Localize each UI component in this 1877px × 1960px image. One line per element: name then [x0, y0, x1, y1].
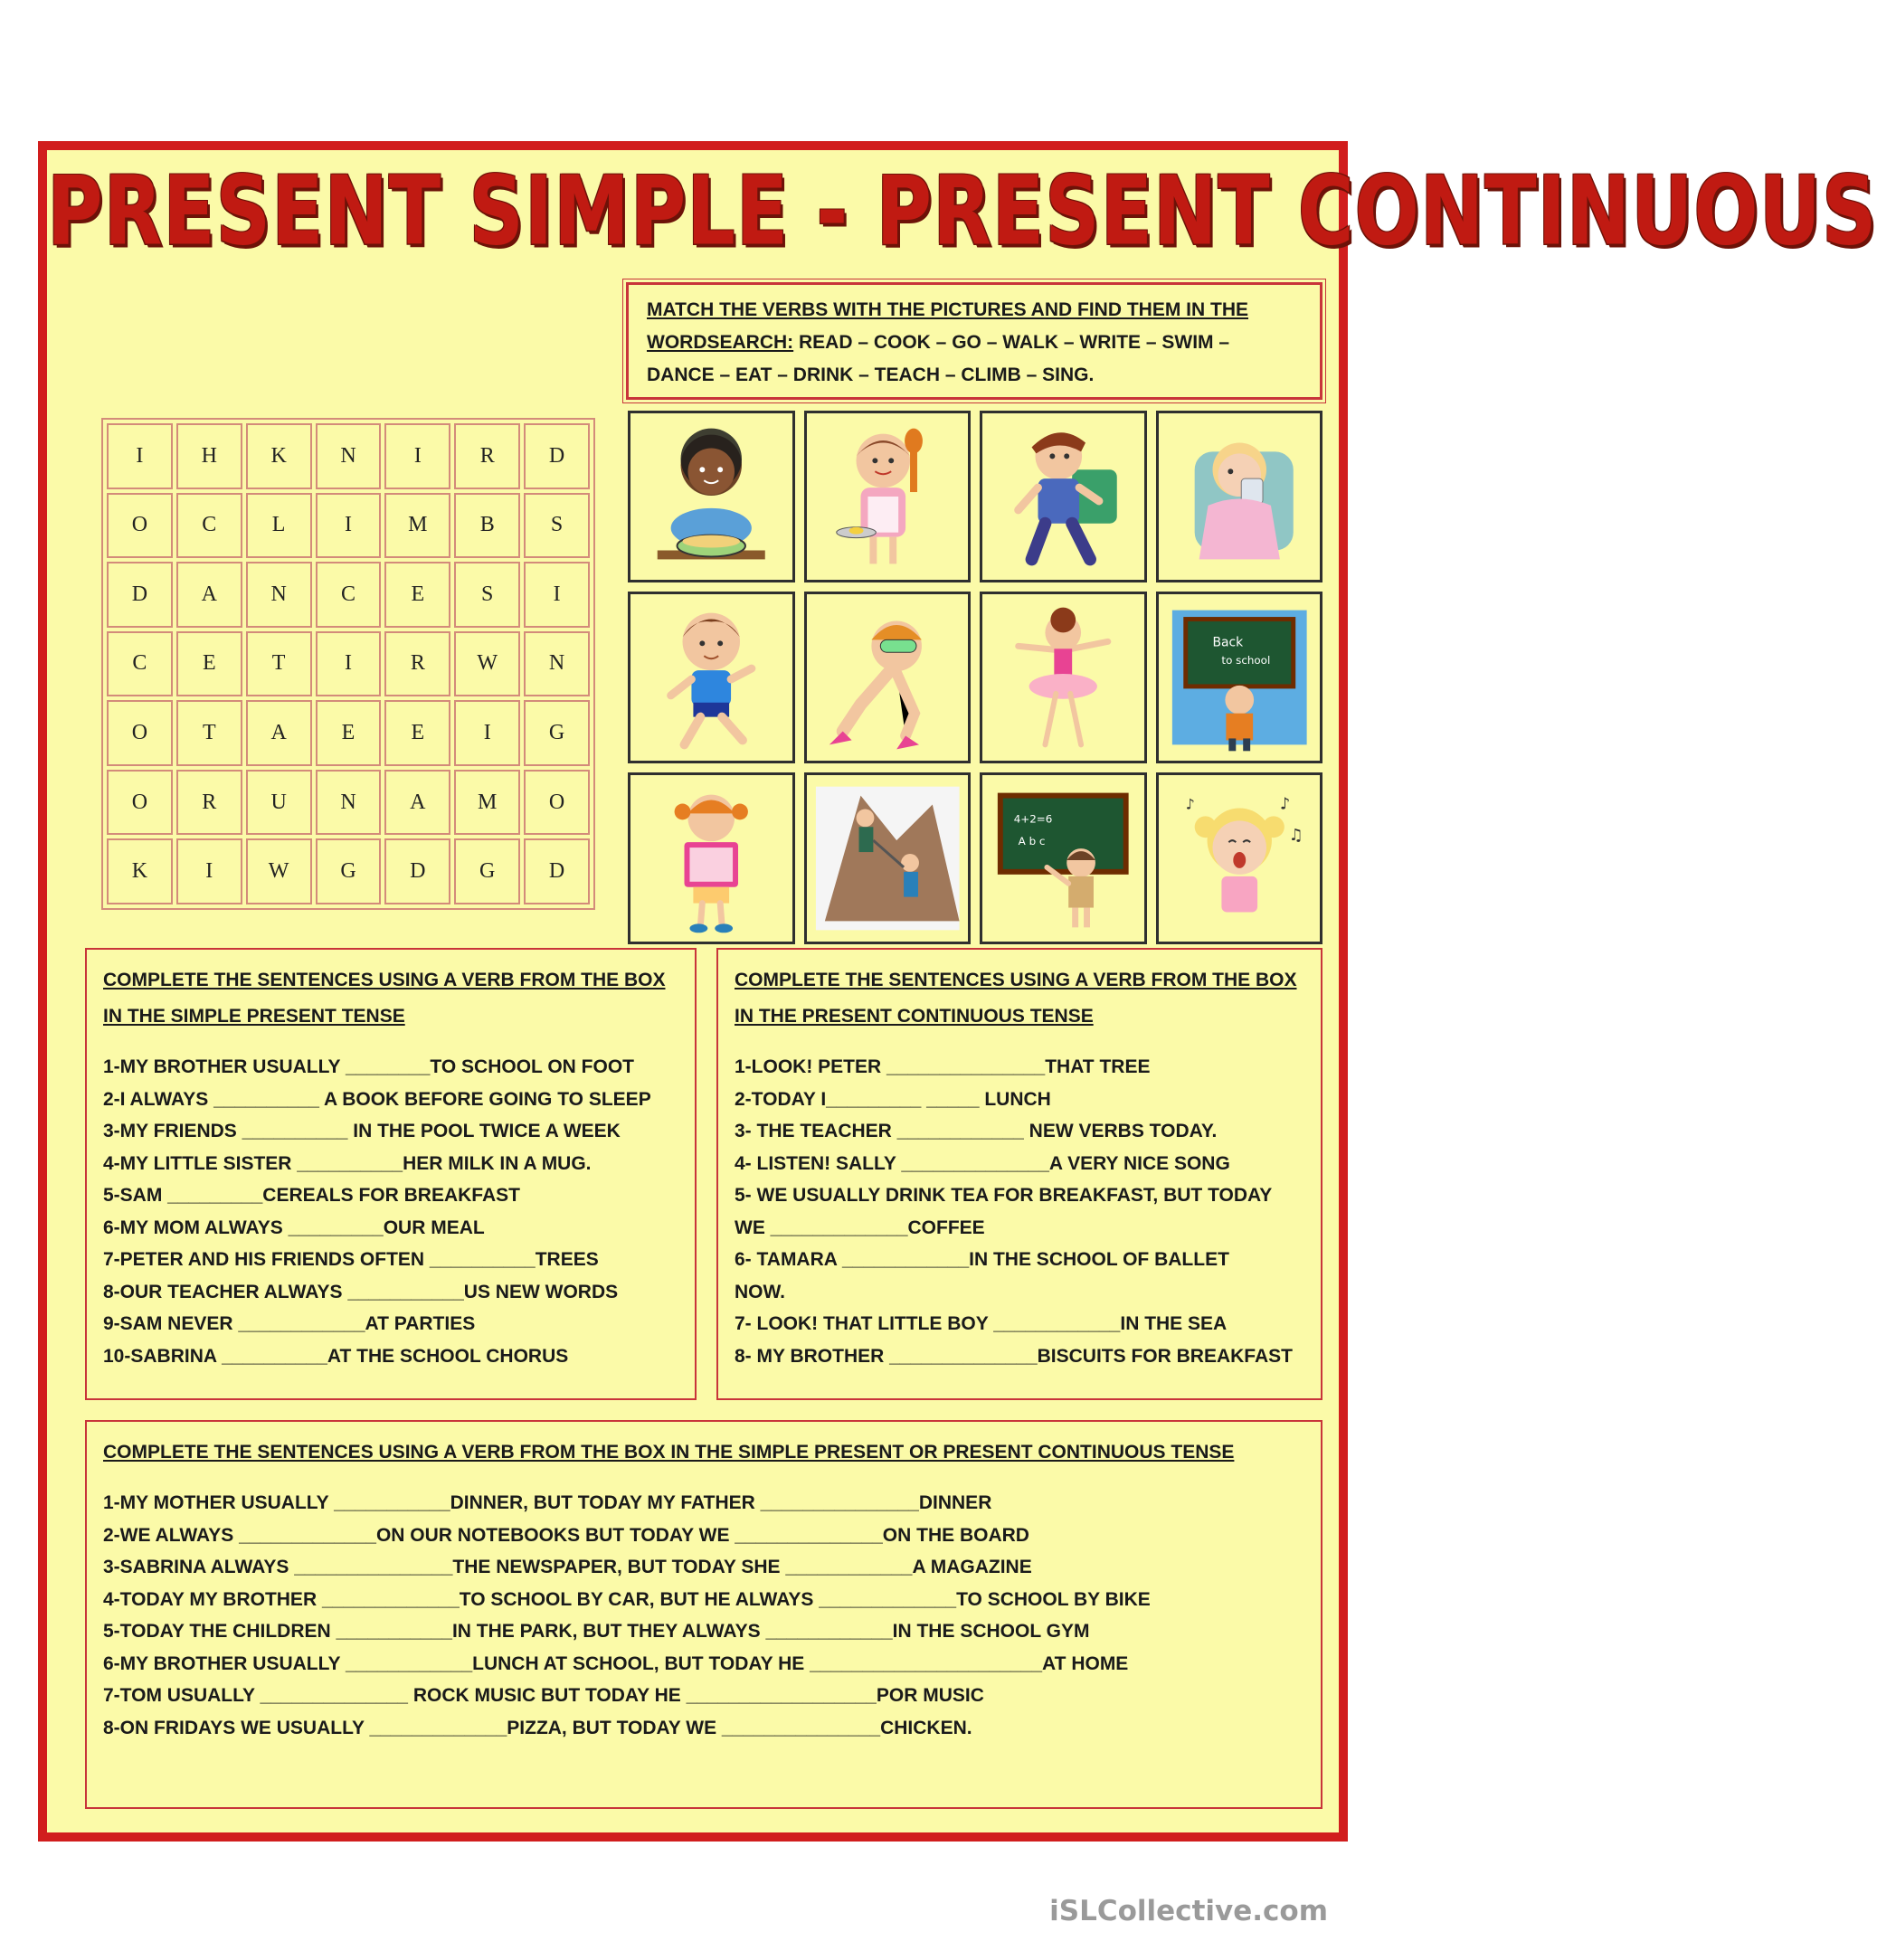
wordsearch-cell: I: [384, 423, 450, 489]
exercise-sentence: 7- LOOK! THAT LITTLE BOY ____________IN THE SEA: [735, 1313, 1228, 1334]
wordsearch-cell: O: [107, 493, 173, 559]
svg-text:♫: ♫: [1288, 826, 1303, 846]
exercise-heading: COMPLETE THE SENTENCES USING A VERB FROM THE BOX IN THE PRESENT CONTINUOUS TENSE: [735, 970, 1297, 1027]
wordsearch-cell: O: [524, 770, 590, 836]
wordsearch-cell: R: [176, 770, 242, 836]
wordsearch-cell: O: [107, 700, 173, 766]
exercise-sentence: 4-TODAY MY BROTHER _____________TO SCHOOL BY CAR, BUT HE ALWAYS _____________TO SCHOOL BY BIKE: [103, 1588, 1151, 1610]
exercise-sentence: 4-MY LITTLE SISTER __________HER MILK IN A MUG.: [103, 1152, 592, 1174]
svg-text:♪: ♪: [1185, 795, 1195, 813]
wordsearch-cell: D: [524, 838, 590, 904]
wordsearch-cell: W: [454, 631, 520, 697]
exercise-sentence: WE _____________COFFEE: [735, 1217, 985, 1238]
exercise-sentence: 5-SAM _________CEREALS FOR BREAKFAST: [103, 1185, 520, 1206]
wordsearch-cell: E: [176, 631, 242, 697]
exercise-list: [103, 1051, 678, 1372]
exercise-sentence: 6- TAMARA ____________IN THE SCHOOL OF BALLET: [735, 1249, 1229, 1270]
wordsearch-cell: A: [246, 700, 312, 766]
wordsearch-cell: H: [176, 423, 242, 489]
wordsearch-cell: B: [454, 493, 520, 559]
watermark: iSLCollective.com: [1049, 1895, 1328, 1927]
exercise-heading: COMPLETE THE SENTENCES USING A VERB FROM THE BOX IN THE SIMPLE PRESENT OR PRESENT CONTINUOUS TENSE: [103, 1442, 1235, 1463]
wordsearch-cell: N: [246, 562, 312, 628]
picture-sing: [1156, 772, 1323, 944]
wordsearch-cell: N: [316, 770, 382, 836]
verb-list: READ – COOK – GO – WALK – WRITE – SWIM – DANCE – EAT – DRINK – TEACH – CLIMB – SING.: [647, 332, 1230, 385]
exercise-sentence: 2-I ALWAYS __________ A BOOK BEFORE GOING TO SLEEP: [103, 1088, 651, 1110]
exercise-list: [103, 1487, 1304, 1744]
wordsearch-cell: I: [316, 631, 382, 697]
wordsearch-cell: D: [107, 562, 173, 628]
wordsearch-cell: I: [176, 838, 242, 904]
picture-teach: [980, 772, 1147, 944]
picture-drink: [1156, 411, 1323, 582]
exercise-sentence: 3-MY FRIENDS __________ IN THE POOL TWICE A WEEK: [103, 1121, 621, 1141]
wordsearch-cell: A: [384, 770, 450, 836]
exercise-sentence: 2-TODAY I_________ _____ LUNCH: [735, 1088, 1051, 1110]
wordsearch-cell: O: [107, 770, 173, 836]
exercise-sentence: 8-OUR TEACHER ALWAYS ___________US NEW WORDS: [103, 1281, 619, 1302]
wordsearch-cell: C: [107, 631, 173, 697]
picture-swim: [804, 592, 972, 763]
svg-text:♪: ♪: [1279, 794, 1290, 814]
exercise-sentence: 5- WE USUALLY DRINK TEA FOR BREAKFAST, BUT TODAY: [735, 1185, 1273, 1206]
wordsearch-cell: N: [524, 631, 590, 697]
exercise-sentence: 1-MY BROTHER USUALLY ________TO SCHOOL ON FOOT: [103, 1056, 634, 1077]
worksheet-frame: [38, 141, 1877, 1842]
picture-write: [1156, 592, 1323, 763]
exercise-sentence: 2-WE ALWAYS _____________ON OUR NOTEBOOKS BUT TODAY WE ______________ON THE BOARD: [103, 1524, 1029, 1546]
match-instructions: [626, 282, 1322, 400]
exercise-sentence: 3-SABRINA ALWAYS _______________THE NEWSPAPER, BUT TODAY SHE ____________A MAGAZINE: [103, 1557, 1032, 1577]
picture-eat: [628, 411, 795, 582]
wordsearch-cell: E: [384, 562, 450, 628]
exercise-mixed-tenses: [85, 1420, 1322, 1809]
exercise-list: [735, 1051, 1304, 1372]
wordsearch-cell: I: [107, 423, 173, 489]
wordsearch-grid: [101, 418, 595, 910]
wordsearch-cell: U: [246, 770, 312, 836]
exercise-sentence: 9-SAM NEVER ____________AT PARTIES: [103, 1313, 476, 1334]
wordsearch-cell: M: [454, 770, 520, 836]
wordsearch-cell: C: [176, 493, 242, 559]
wordsearch-cell: G: [454, 838, 520, 904]
picture-cook: [804, 411, 972, 582]
page-title: PRESENT SIMPLE - PRESENT CONTINUOUS: [47, 156, 1877, 267]
wordsearch-cell: T: [246, 631, 312, 697]
wordsearch-cell: R: [384, 631, 450, 697]
picture-climb: [804, 772, 972, 944]
wordsearch-cell: C: [316, 562, 382, 628]
wordsearch-cell: I: [316, 493, 382, 559]
exercise-sentence: 3- THE TEACHER ____________ NEW VERBS TODAY.: [735, 1121, 1218, 1141]
svg-text:Back: Back: [1212, 635, 1243, 650]
exercise-sentence: 10-SABRINA __________AT THE SCHOOL CHORUS: [103, 1345, 569, 1367]
wordsearch-cell: S: [454, 562, 520, 628]
exercise-sentence: 1-LOOK! PETER _______________THAT TREE: [735, 1056, 1151, 1077]
wordsearch-cell: E: [316, 700, 382, 766]
exercise-sentence: 1-MY MOTHER USUALLY ___________DINNER, BUT TODAY MY FATHER _______________DINNER: [103, 1492, 992, 1513]
wordsearch-cell: E: [384, 700, 450, 766]
match-instruction-text: MATCH THE VERBS WITH THE PICTURES AND FIND THEM IN THE WORDSEARCH:: [647, 299, 1248, 353]
wordsearch-cell: K: [107, 838, 173, 904]
wordsearch-cell: I: [454, 700, 520, 766]
picture-go: [980, 411, 1147, 582]
exercise-sentence: 8-ON FRIDAYS WE USUALLY _____________PIZZA, BUT TODAY WE _______________CHICKEN.: [103, 1717, 972, 1738]
wordsearch-cell: T: [176, 700, 242, 766]
wordsearch-cell: I: [524, 562, 590, 628]
exercise-sentence: 7-PETER AND HIS FRIENDS OFTEN __________TREES: [103, 1249, 599, 1270]
exercise-sentence: 6-MY MOM ALWAYS _________OUR MEAL: [103, 1217, 485, 1238]
exercise-present-continuous: [716, 948, 1322, 1400]
wordsearch-cell: D: [524, 423, 590, 489]
wordsearch-cell: D: [384, 838, 450, 904]
wordsearch-cell: G: [524, 700, 590, 766]
wordsearch-cell: R: [454, 423, 520, 489]
wordsearch-cell: W: [246, 838, 312, 904]
svg-text:to school: to school: [1220, 654, 1270, 668]
exercise-simple-present: [85, 948, 697, 1400]
svg-text:4+2=6: 4+2=6: [1013, 812, 1053, 826]
exercise-heading: COMPLETE THE SENTENCES USING A VERB FROM THE BOX IN THE SIMPLE PRESENT TENSE: [103, 970, 666, 1027]
picture-grid: [628, 411, 1322, 944]
exercise-sentence: 8- MY BROTHER ______________BISCUITS FOR BREAKFAST: [735, 1345, 1293, 1367]
wordsearch-cell: K: [246, 423, 312, 489]
svg-text:A b c: A b c: [1018, 835, 1046, 848]
exercise-sentence: 4- LISTEN! SALLY ______________A VERY NICE SONG: [735, 1152, 1230, 1174]
picture-walk: [628, 592, 795, 763]
exercise-sentence: NOW.: [735, 1281, 785, 1302]
wordsearch-cell: A: [176, 562, 242, 628]
exercise-sentence: 6-MY BROTHER USUALLY ____________LUNCH AT SCHOOL, BUT TODAY HE ______________________AT HOME: [103, 1652, 1129, 1674]
picture-dance: [980, 592, 1147, 763]
picture-read: [628, 772, 795, 944]
wordsearch-cell: S: [524, 493, 590, 559]
wordsearch-cell: N: [316, 423, 382, 489]
wordsearch-cell: L: [246, 493, 312, 559]
exercise-sentence: 7-TOM USUALLY ______________ ROCK MUSIC BUT TODAY HE __________________POR MUSIC: [103, 1685, 984, 1706]
exercise-sentence: 5-TODAY THE CHILDREN ___________IN THE PARK, BUT THEY ALWAYS ____________IN THE SCHOOL GYM: [103, 1621, 1090, 1642]
wordsearch-cell: G: [316, 838, 382, 904]
wordsearch-cell: M: [384, 493, 450, 559]
